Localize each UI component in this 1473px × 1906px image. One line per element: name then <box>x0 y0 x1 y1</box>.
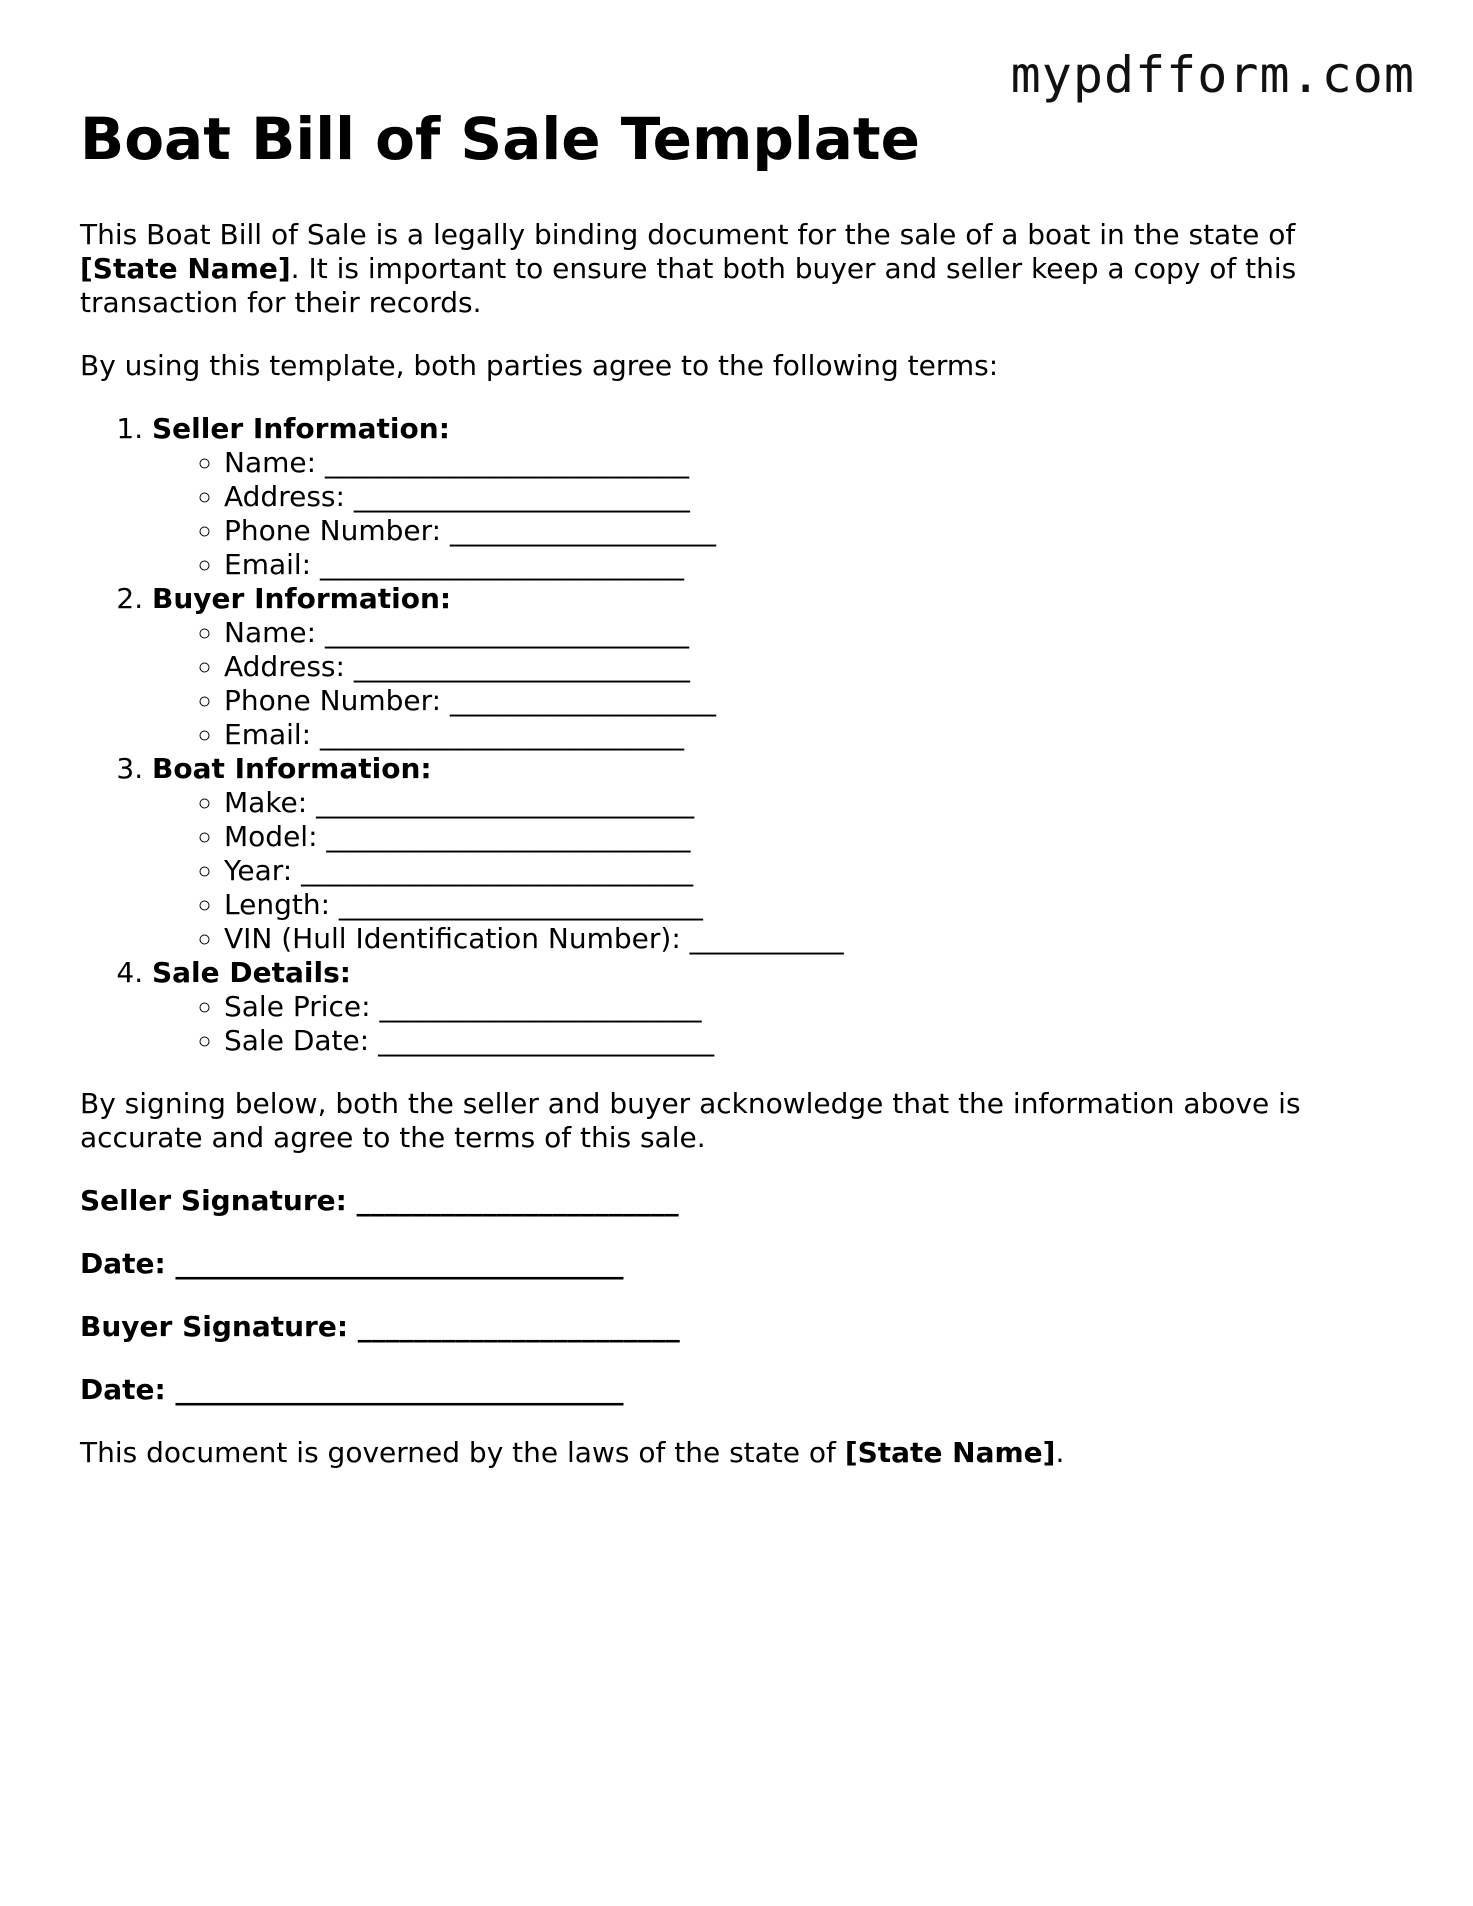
boat-model-field: ◦ Model: __________________________ <box>224 820 1400 854</box>
intro-text-start: This Boat Bill of Sale is a legally binding document for the sale of a boat in the state of <box>80 218 1296 251</box>
footer-period: . <box>1055 1436 1065 1469</box>
boat-year-field: ◦ Year: ____________________________ <box>224 854 1400 888</box>
section-buyer-information <box>152 582 1400 752</box>
buyer-date-line: Date: ________________________________ <box>80 1373 624 1406</box>
section-title: Seller Information: <box>152 412 450 445</box>
section-sale-details <box>152 956 1400 1058</box>
intro-paragraph <box>80 218 1360 320</box>
seller-email-field: ◦ Email: __________________________ <box>224 548 1400 582</box>
seller-signature-line: Seller Signature: _______________________ <box>80 1184 679 1217</box>
section-boat-information <box>152 752 1400 956</box>
section-seller-information <box>152 412 1400 582</box>
document-body <box>80 96 1400 1470</box>
state-name-placeholder: [State Name] <box>80 252 291 285</box>
seller-name-field: ◦ Name: __________________________ <box>224 446 1400 480</box>
seller-phone-field: ◦ Phone Number: ___________________ <box>224 514 1400 548</box>
watermark-text: mypdfform.com <box>1010 46 1415 104</box>
document-title: Boat Bill of Sale Template <box>80 105 920 173</box>
field-list <box>152 786 1400 956</box>
section-title: Buyer Information: <box>152 582 452 615</box>
boat-length-field: ◦ Length: __________________________ <box>224 888 1400 922</box>
field-list <box>152 616 1400 752</box>
seller-date-line: Date: ________________________________ <box>80 1247 624 1280</box>
boat-make-field: ◦ Make: ___________________________ <box>224 786 1400 820</box>
terms-list <box>80 412 1400 1058</box>
seller-address-field: ◦ Address: ________________________ <box>224 480 1400 514</box>
buyer-phone-field: ◦ Phone Number: ___________________ <box>224 684 1400 718</box>
section-title: Sale Details: <box>152 956 351 989</box>
buyer-name-field: ◦ Name: __________________________ <box>224 616 1400 650</box>
governing-law-paragraph <box>80 1436 1400 1470</box>
boat-vin-field: ◦ VIN (Hull Identification Number): ___________ <box>224 922 1400 956</box>
terms-lead-paragraph: By using this template, both parties agree to the following terms: <box>80 349 999 382</box>
buyer-address-field: ◦ Address: ________________________ <box>224 650 1400 684</box>
intro-text-end: . It is important to ensure that both buyer and seller keep a copy of this transaction for their records. <box>80 252 1297 319</box>
section-title: Boat Information: <box>152 752 432 785</box>
field-list <box>152 990 1400 1058</box>
field-list <box>152 446 1400 582</box>
state-name-placeholder: [State Name] <box>844 1436 1056 1469</box>
acknowledgement-paragraph: By signing below, both the seller and buyer acknowledge that the information above is accurate and agree to the terms of this sale. <box>80 1087 1301 1154</box>
buyer-signature-line: Buyer Signature: _______________________ <box>80 1310 680 1343</box>
buyer-email-field: ◦ Email: __________________________ <box>224 718 1400 752</box>
sale-price-field: ◦ Sale Price: _______________________ <box>224 990 1400 1024</box>
footer-text: This document is governed by the laws of the state of <box>80 1436 845 1469</box>
sale-date-field: ◦ Sale Date: ________________________ <box>224 1024 1400 1058</box>
